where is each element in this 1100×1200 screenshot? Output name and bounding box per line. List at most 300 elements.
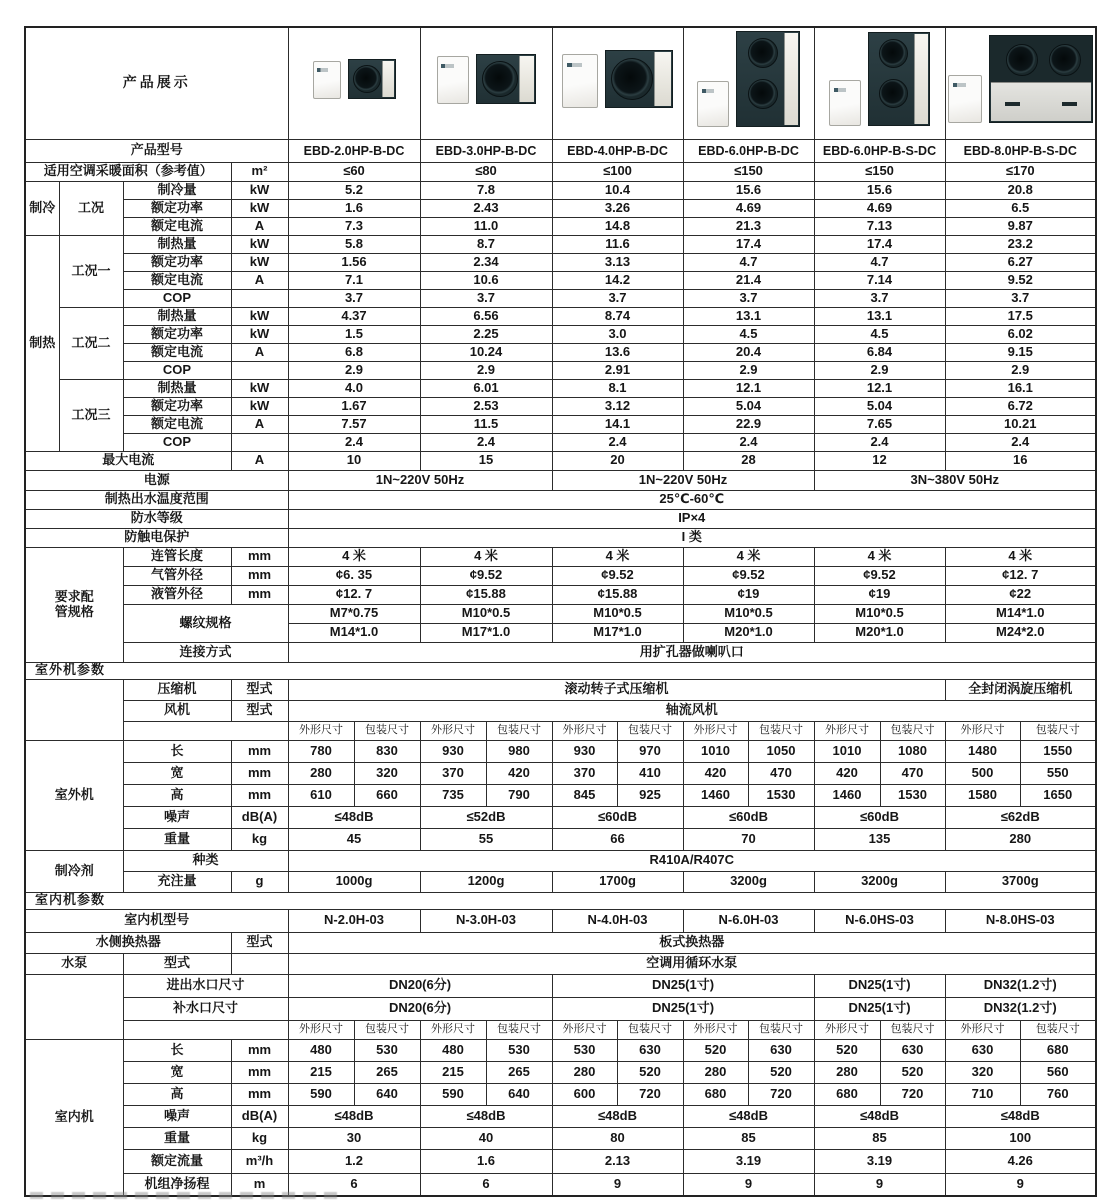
unit: kg xyxy=(231,1127,288,1149)
spec-cell: ≤62dB xyxy=(945,806,1096,828)
spec-cell: 1530 xyxy=(880,784,945,806)
spec-cell: 3.7 xyxy=(945,289,1096,307)
spec-cell: 包装尺寸 xyxy=(354,721,420,740)
spec-cell: 全封闭涡旋压缩机 xyxy=(945,679,1096,700)
spec-cell: 420 xyxy=(486,762,552,784)
spec-cell: 外形尺寸 xyxy=(814,721,880,740)
spec-cell: 2.4 xyxy=(683,433,814,451)
unit: g xyxy=(231,871,288,892)
unit: kW xyxy=(231,253,288,271)
brand-logo xyxy=(317,68,328,72)
spec-cell: 7.14 xyxy=(814,271,945,289)
spec-cell: 1460 xyxy=(683,784,748,806)
spec-cell: 补水口尺寸 xyxy=(123,997,288,1020)
spec-cell: 10 xyxy=(288,451,420,470)
spec-cell: 型式 xyxy=(231,932,288,953)
spec-cell: DN25(1寸) xyxy=(552,974,814,997)
spec-cell: 2.34 xyxy=(420,253,552,271)
spec-cell: 40 xyxy=(420,1127,552,1149)
spec-cell: M7*0.75 xyxy=(288,604,420,623)
spec-cell: M14*1.0 xyxy=(945,604,1096,623)
spec-cell: 2.4 xyxy=(420,433,552,451)
spec-cell: 320 xyxy=(945,1061,1020,1083)
spec-cell: M14*1.0 xyxy=(288,623,420,642)
unit: A xyxy=(231,217,288,235)
spec-cell: 280 xyxy=(683,1061,748,1083)
unit: mm xyxy=(231,784,288,806)
spec-cell: ≤48dB xyxy=(683,1105,814,1127)
spec-cell: 6.56 xyxy=(420,307,552,325)
spec-cell: 额定功率 xyxy=(123,397,231,415)
unit: A xyxy=(231,415,288,433)
spec-cell: 2.4 xyxy=(552,433,683,451)
spec-cell: 充注量 xyxy=(123,871,231,892)
spec-cell: M10*0.5 xyxy=(683,604,814,623)
spec-cell: 2.9 xyxy=(814,361,945,379)
spec-cell: 9 xyxy=(945,1173,1096,1196)
spec-cell: 280 xyxy=(945,828,1096,850)
spec-cell: 560 xyxy=(1020,1061,1096,1083)
spec-cell: 3.12 xyxy=(552,397,683,415)
model-name: EBD-6.0HP-B-S-DC xyxy=(814,139,945,162)
side-panel xyxy=(784,33,798,125)
spec-cell: 1700g xyxy=(552,871,683,892)
spec-cell: 工况二 xyxy=(59,307,123,379)
spec-cell: 轴流风机 xyxy=(288,700,1096,721)
spec-cell: 135 xyxy=(814,828,945,850)
spec-cell: 720 xyxy=(880,1083,945,1105)
unit: m³/h xyxy=(231,1149,288,1173)
spec-cell: 机组净扬程 xyxy=(123,1173,231,1196)
spec-cell: 外形尺寸 xyxy=(288,721,354,740)
spec-cell: 最大电流 xyxy=(25,451,231,470)
spec-cell: 9 xyxy=(552,1173,683,1196)
spec-cell: ≤170 xyxy=(945,162,1096,181)
spec-cell: N-8.0HS-03 xyxy=(945,909,1096,932)
spec-cell: 215 xyxy=(420,1061,486,1083)
spec-cell: 高 xyxy=(123,784,231,806)
spec-cell: 包装尺寸 xyxy=(748,1020,814,1039)
spec-cell: M20*1.0 xyxy=(683,623,814,642)
spec-cell: 宽 xyxy=(123,762,231,784)
spec-cell: I 类 xyxy=(288,528,1096,547)
spec-cell: 100 xyxy=(945,1127,1096,1149)
spec-cell: 3.7 xyxy=(420,289,552,307)
product-photo xyxy=(686,31,812,136)
spec-cell: 66 xyxy=(552,828,683,850)
unit: mm xyxy=(231,1039,288,1061)
unit: kg xyxy=(231,828,288,850)
spec-cell: ≤48dB xyxy=(814,1105,945,1127)
product-photo xyxy=(948,35,1094,132)
unit: A xyxy=(231,451,288,470)
spec-cell: 2.25 xyxy=(420,325,552,343)
spec-cell: 530 xyxy=(354,1039,420,1061)
spec-cell: DN20(6分) xyxy=(288,974,552,997)
spec-cell: 2.53 xyxy=(420,397,552,415)
cut-off-footnote xyxy=(30,1192,340,1199)
spec-cell: ≤48dB xyxy=(945,1105,1096,1127)
spec-cell: ≤48dB xyxy=(552,1105,683,1127)
spec-cell: 1650 xyxy=(1020,784,1096,806)
spec-cell: 连接方式 xyxy=(123,642,288,662)
spec-cell: 16 xyxy=(945,451,1096,470)
unit: dB(A) xyxy=(231,1105,288,1127)
spec-cell: 外形尺寸 xyxy=(945,721,1020,740)
spec-cell: 1.5 xyxy=(288,325,420,343)
indoor-unit-image xyxy=(437,56,469,104)
spec-cell: ¢6. 35 xyxy=(288,566,420,585)
spec-cell: 4.7 xyxy=(814,253,945,271)
spec-cell: 3.19 xyxy=(814,1149,945,1173)
spec-cell: 额定电流 xyxy=(123,271,231,289)
spec-cell: 噪声 xyxy=(123,806,231,828)
spec-cell: 610 xyxy=(288,784,354,806)
spec-cell: 11.0 xyxy=(420,217,552,235)
spec-cell: 外形尺寸 xyxy=(814,1020,880,1039)
spec-cell: 9 xyxy=(683,1173,814,1196)
spec-cell: 1530 xyxy=(748,784,814,806)
spec-cell: N-2.0H-03 xyxy=(288,909,420,932)
unit: kW xyxy=(231,397,288,415)
unit: kW xyxy=(231,379,288,397)
spec-cell: 15.6 xyxy=(814,181,945,199)
group-heating: 制热 xyxy=(25,235,59,451)
spec-cell: 3.26 xyxy=(552,199,683,217)
brand-logo xyxy=(567,63,581,67)
spec-cell: 5.8 xyxy=(288,235,420,253)
spec-cell: 包装尺寸 xyxy=(748,721,814,740)
spec-cell: N-4.0H-03 xyxy=(552,909,683,932)
vent-icon xyxy=(1005,102,1020,106)
spec-cell: 14.2 xyxy=(552,271,683,289)
spec-cell: 型式 xyxy=(123,953,231,974)
spec-cell: 520 xyxy=(748,1061,814,1083)
spec-cell: 外形尺寸 xyxy=(420,1020,486,1039)
spec-cell: 45 xyxy=(288,828,420,850)
spec-cell: ≤52dB xyxy=(420,806,552,828)
spec-cell: ¢12. 7 xyxy=(945,566,1096,585)
spec-cell: 30 xyxy=(288,1127,420,1149)
spec-cell: 3.13 xyxy=(552,253,683,271)
spec-cell: M24*2.0 xyxy=(945,623,1096,642)
spec-cell: 2.13 xyxy=(552,1149,683,1173)
spec-cell: 12 xyxy=(814,451,945,470)
spec-cell: 滚动转子式压缩机 xyxy=(288,679,945,700)
spec-cell: 13.1 xyxy=(683,307,814,325)
spec-cell: 480 xyxy=(288,1039,354,1061)
spec-cell: ¢19 xyxy=(683,585,814,604)
spec-cell: 930 xyxy=(420,740,486,762)
spec-cell: 包装尺寸 xyxy=(880,1020,945,1039)
spec-cell: ≤48dB xyxy=(420,1105,552,1127)
unit: mm xyxy=(231,1083,288,1105)
unit: kW xyxy=(231,235,288,253)
spec-cell: 气管外径 xyxy=(123,566,231,585)
spec-cell: 1.56 xyxy=(288,253,420,271)
spec-cell: 13.1 xyxy=(814,307,945,325)
spec-cell: 680 xyxy=(683,1083,748,1105)
spec-cell: 风机 xyxy=(123,700,231,721)
spec-cell: M20*1.0 xyxy=(814,623,945,642)
spec-cell: 额定功率 xyxy=(123,199,231,217)
spec-cell: 20 xyxy=(552,451,683,470)
spec-cell: ¢9.52 xyxy=(552,566,683,585)
spec-cell: 长 xyxy=(123,740,231,762)
spec-cell: ¢15.88 xyxy=(552,585,683,604)
outdoor-unit-image xyxy=(476,54,536,104)
spec-cell: ¢22 xyxy=(945,585,1096,604)
spec-cell: ≤60dB xyxy=(683,806,814,828)
spec-cell: 2.4 xyxy=(945,433,1096,451)
spec-cell: M10*0.5 xyxy=(814,604,945,623)
spec-cell: 6.01 xyxy=(420,379,552,397)
empty-cell xyxy=(231,953,288,974)
spec-cell: 11.5 xyxy=(420,415,552,433)
spec-cell: 10.21 xyxy=(945,415,1096,433)
product-photo-cell xyxy=(814,27,945,139)
spec-cell: R410A/R407C xyxy=(288,850,1096,871)
unit: mm xyxy=(231,740,288,762)
spec-cell: DN25(1寸) xyxy=(814,974,945,997)
spec-cell: 液管外径 xyxy=(123,585,231,604)
spec-cell: COP xyxy=(123,289,231,307)
spec-cell: ¢9.52 xyxy=(683,566,814,585)
fan-icon xyxy=(1049,44,1081,76)
spec-cell: N-6.0H-03 xyxy=(683,909,814,932)
spec-cell: 845 xyxy=(552,784,617,806)
spec-cell: 压缩机 xyxy=(123,679,231,700)
spec-cell: 1050 xyxy=(748,740,814,762)
spec-cell: 9.15 xyxy=(945,343,1096,361)
spec-cell: 590 xyxy=(288,1083,354,1105)
outdoor-unit-image xyxy=(605,50,673,108)
spec-cell: 530 xyxy=(552,1039,617,1061)
spec-cell: 7.8 xyxy=(420,181,552,199)
brand-logo xyxy=(702,89,715,93)
empty-cell xyxy=(123,721,288,740)
spec-cell: 1550 xyxy=(1020,740,1096,762)
spec-cell: 板式换热器 xyxy=(288,932,1096,953)
spec-cell: 4.0 xyxy=(288,379,420,397)
spec-cell: 6 xyxy=(288,1173,420,1196)
fan-section xyxy=(990,36,1092,82)
spec-cell: 6.02 xyxy=(945,325,1096,343)
spec-cell: 3200g xyxy=(683,871,814,892)
spec-cell: N-6.0HS-03 xyxy=(814,909,945,932)
spec-cell: 630 xyxy=(748,1039,814,1061)
unit: kW xyxy=(231,199,288,217)
spec-cell: 连管长度 xyxy=(123,547,231,566)
outdoor-unit-label: 室外机 xyxy=(25,740,123,850)
spec-cell: 15 xyxy=(420,451,552,470)
spec-cell: 6 xyxy=(420,1173,552,1196)
empty-cell xyxy=(25,974,123,1039)
fan-icon xyxy=(748,38,778,68)
spec-cell: 3.7 xyxy=(288,289,420,307)
spec-cell: 10.6 xyxy=(420,271,552,289)
spec-cell: 4.69 xyxy=(683,199,814,217)
spec-cell: 进出水口尺寸 xyxy=(123,974,288,997)
side-panel xyxy=(654,52,671,106)
spec-cell: M10*0.5 xyxy=(420,604,552,623)
spec-cell: 外形尺寸 xyxy=(683,721,748,740)
spec-cell: 720 xyxy=(617,1083,683,1105)
brand-logo xyxy=(834,88,847,92)
fan-icon xyxy=(611,58,653,100)
label-line: 要求配 xyxy=(54,588,94,604)
model-row-label: 产品型号 xyxy=(25,139,288,162)
spec-cell: 额定电流 xyxy=(123,343,231,361)
spec-cell: 2.9 xyxy=(945,361,1096,379)
unit: mm xyxy=(231,547,288,566)
spec-cell: 280 xyxy=(814,1061,880,1083)
spec-cell: 520 xyxy=(683,1039,748,1061)
fan-icon xyxy=(748,79,778,109)
side-panel xyxy=(519,56,534,102)
fan-icon xyxy=(353,65,381,93)
spec-cell: 590 xyxy=(420,1083,486,1105)
empty-cell xyxy=(231,289,288,307)
spec-cell: 用扩孔器做喇叭口 xyxy=(288,642,1096,662)
section-outdoor-params: 室外机参数 xyxy=(25,662,1096,679)
spec-cell: 1580 xyxy=(945,784,1020,806)
spec-cell: 970 xyxy=(617,740,683,762)
indoor-unit-image xyxy=(829,80,861,126)
spec-cell: 6.8 xyxy=(288,343,420,361)
spec-cell: DN32(1.2寸) xyxy=(945,974,1096,997)
spec-cell: 10.4 xyxy=(552,181,683,199)
unit: m² xyxy=(231,162,288,181)
spec-cell: 2.9 xyxy=(683,361,814,379)
spec-cell: 空调用循环水泵 xyxy=(288,953,1096,974)
fan-icon xyxy=(482,61,518,97)
spec-cell: ¢9.52 xyxy=(420,566,552,585)
spec-cell: 710 xyxy=(945,1083,1020,1105)
spec-cell: 13.6 xyxy=(552,343,683,361)
spec-cell: 2.91 xyxy=(552,361,683,379)
spec-cell: 85 xyxy=(814,1127,945,1149)
spec-cell: ¢15.88 xyxy=(420,585,552,604)
spec-cell: 17.4 xyxy=(814,235,945,253)
spec-cell: 9.52 xyxy=(945,271,1096,289)
spec-cell: 28 xyxy=(683,451,814,470)
unit: kW xyxy=(231,307,288,325)
spec-cell: 280 xyxy=(288,762,354,784)
spec-cell: ≤60dB xyxy=(552,806,683,828)
spec-cell: 480 xyxy=(420,1039,486,1061)
spec-cell: 1200g xyxy=(420,871,552,892)
spec-cell: 25℃-60℃ xyxy=(288,490,1096,509)
spec-cell: 1080 xyxy=(880,740,945,762)
spec-cell: 5.04 xyxy=(814,397,945,415)
spec-cell: 930 xyxy=(552,740,617,762)
spec-cell: 4 米 xyxy=(945,547,1096,566)
spec-cell: 水泵 xyxy=(25,953,123,974)
unit: kW xyxy=(231,325,288,343)
outdoor-unit-image xyxy=(348,59,396,99)
spec-cell: 720 xyxy=(748,1083,814,1105)
spec-cell: 4 米 xyxy=(814,547,945,566)
spec-cell: 3.19 xyxy=(683,1149,814,1173)
spec-cell: ≤48dB xyxy=(288,1105,420,1127)
spec-cell: 2.4 xyxy=(814,433,945,451)
piping-spec-label xyxy=(25,547,123,662)
unit: mm xyxy=(231,585,288,604)
spec-cell: 4.7 xyxy=(683,253,814,271)
group-cooling: 制冷 xyxy=(25,181,59,235)
spec-cell: 额定功率 xyxy=(123,325,231,343)
product-photo-cell xyxy=(420,27,552,139)
vent-icon xyxy=(1062,102,1077,106)
spec-cell: 12.1 xyxy=(683,379,814,397)
product-photo xyxy=(291,59,418,108)
spec-cell: 4.5 xyxy=(683,325,814,343)
spec-cell: 4.5 xyxy=(814,325,945,343)
spec-cell: 宽 xyxy=(123,1061,231,1083)
spec-cell: 680 xyxy=(1020,1039,1096,1061)
unit: A xyxy=(231,271,288,289)
spec-cell: 320 xyxy=(354,762,420,784)
spec-cell: 高 xyxy=(123,1083,231,1105)
product-photo xyxy=(817,32,943,135)
spec-cell: 370 xyxy=(552,762,617,784)
spec-cell: 螺纹规格 xyxy=(123,604,288,642)
spec-cell: 6.27 xyxy=(945,253,1096,271)
spec-cell: 额定电流 xyxy=(123,217,231,235)
spec-cell: 780 xyxy=(288,740,354,762)
spec-cell: DN20(6分) xyxy=(288,997,552,1020)
spec-cell: 1.6 xyxy=(288,199,420,217)
spec-cell: 室内机型号 xyxy=(25,909,288,932)
spec-cell: 2.9 xyxy=(288,361,420,379)
spec-cell: 17.5 xyxy=(945,307,1096,325)
brand-logo xyxy=(441,64,454,68)
spec-cell: 制热量 xyxy=(123,235,231,253)
spec-cell: ¢12. 7 xyxy=(288,585,420,604)
model-name: EBD-8.0HP-B-S-DC xyxy=(945,139,1096,162)
spec-cell: 420 xyxy=(683,762,748,784)
spec-cell: COP xyxy=(123,361,231,379)
spec-cell: 制热量 xyxy=(123,307,231,325)
indoor-unit-image xyxy=(697,81,729,127)
indoor-unit-label: 室内机 xyxy=(25,1039,123,1196)
spec-cell: 20.8 xyxy=(945,181,1096,199)
spec-cell: 1010 xyxy=(814,740,880,762)
spec-cell: 22.9 xyxy=(683,415,814,433)
unit: mm xyxy=(231,762,288,784)
spec-cell: 630 xyxy=(945,1039,1020,1061)
spec-cell: 1N~220V 50Hz xyxy=(552,470,814,490)
spec-cell: 1N~220V 50Hz xyxy=(288,470,552,490)
model-name: EBD-2.0HP-B-DC xyxy=(288,139,420,162)
spec-cell: 370 xyxy=(420,762,486,784)
spec-cell: 型式 xyxy=(231,679,288,700)
spec-cell: 1000g xyxy=(288,871,420,892)
indoor-unit-image xyxy=(313,61,341,99)
spec-cell: 噪声 xyxy=(123,1105,231,1127)
spec-cell: 15.6 xyxy=(683,181,814,199)
spec-cell: 工况三 xyxy=(59,379,123,451)
spec-cell: 3.0 xyxy=(552,325,683,343)
spec-cell: 215 xyxy=(288,1061,354,1083)
spec-cell: 4.26 xyxy=(945,1149,1096,1173)
spec-cell: 12.1 xyxy=(814,379,945,397)
unit: A xyxy=(231,343,288,361)
spec-cell: 工况 xyxy=(59,181,123,235)
spec-cell: 14.1 xyxy=(552,415,683,433)
spec-cell: 1010 xyxy=(683,740,748,762)
